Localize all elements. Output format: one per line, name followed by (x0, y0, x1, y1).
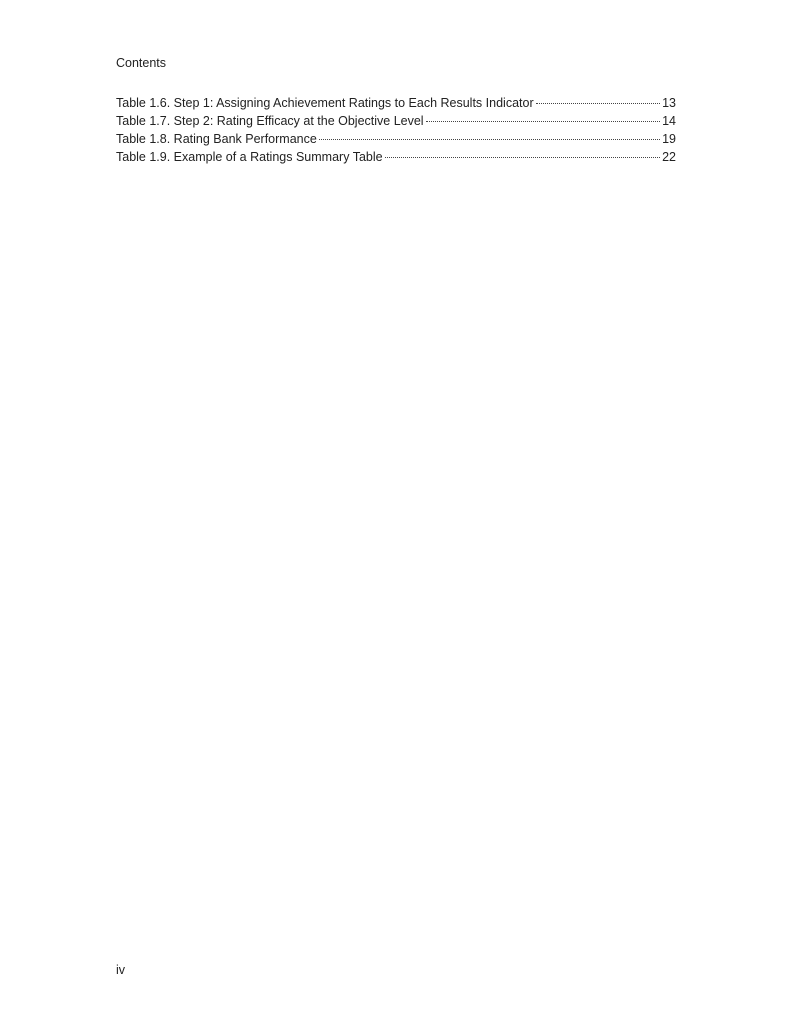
toc-entry-page-number: 22 (662, 150, 676, 164)
toc-entry-table-1-6[interactable] (116, 94, 676, 112)
toc-entry-table-1-7[interactable] (116, 112, 676, 130)
toc-entry-title: Table 1.9. Example of a Ratings Summary Table (116, 150, 383, 164)
toc-entry-table-1-9[interactable] (116, 148, 676, 166)
dot-leader (426, 121, 661, 122)
toc-entry-page-number: 19 (662, 132, 676, 146)
toc-entry-title: Table 1.8. Rating Bank Performance (116, 132, 317, 146)
dot-leader (536, 103, 660, 104)
toc-entry-page-number: 13 (662, 96, 676, 110)
running-head: Contents (116, 56, 167, 70)
dot-leader (385, 157, 661, 158)
list-of-tables (116, 94, 676, 166)
toc-entry-page-number: 14 (662, 114, 676, 128)
toc-entry-title: Table 1.6. Step 1: Assigning Achievement Ratings to Each Results Indicator (116, 96, 534, 110)
toc-entry-title: Table 1.7. Step 2: Rating Efficacy at the Objective Level (116, 114, 424, 128)
page-number: iv (116, 963, 126, 977)
toc-entry-table-1-8[interactable] (116, 130, 676, 148)
dot-leader (319, 139, 660, 140)
